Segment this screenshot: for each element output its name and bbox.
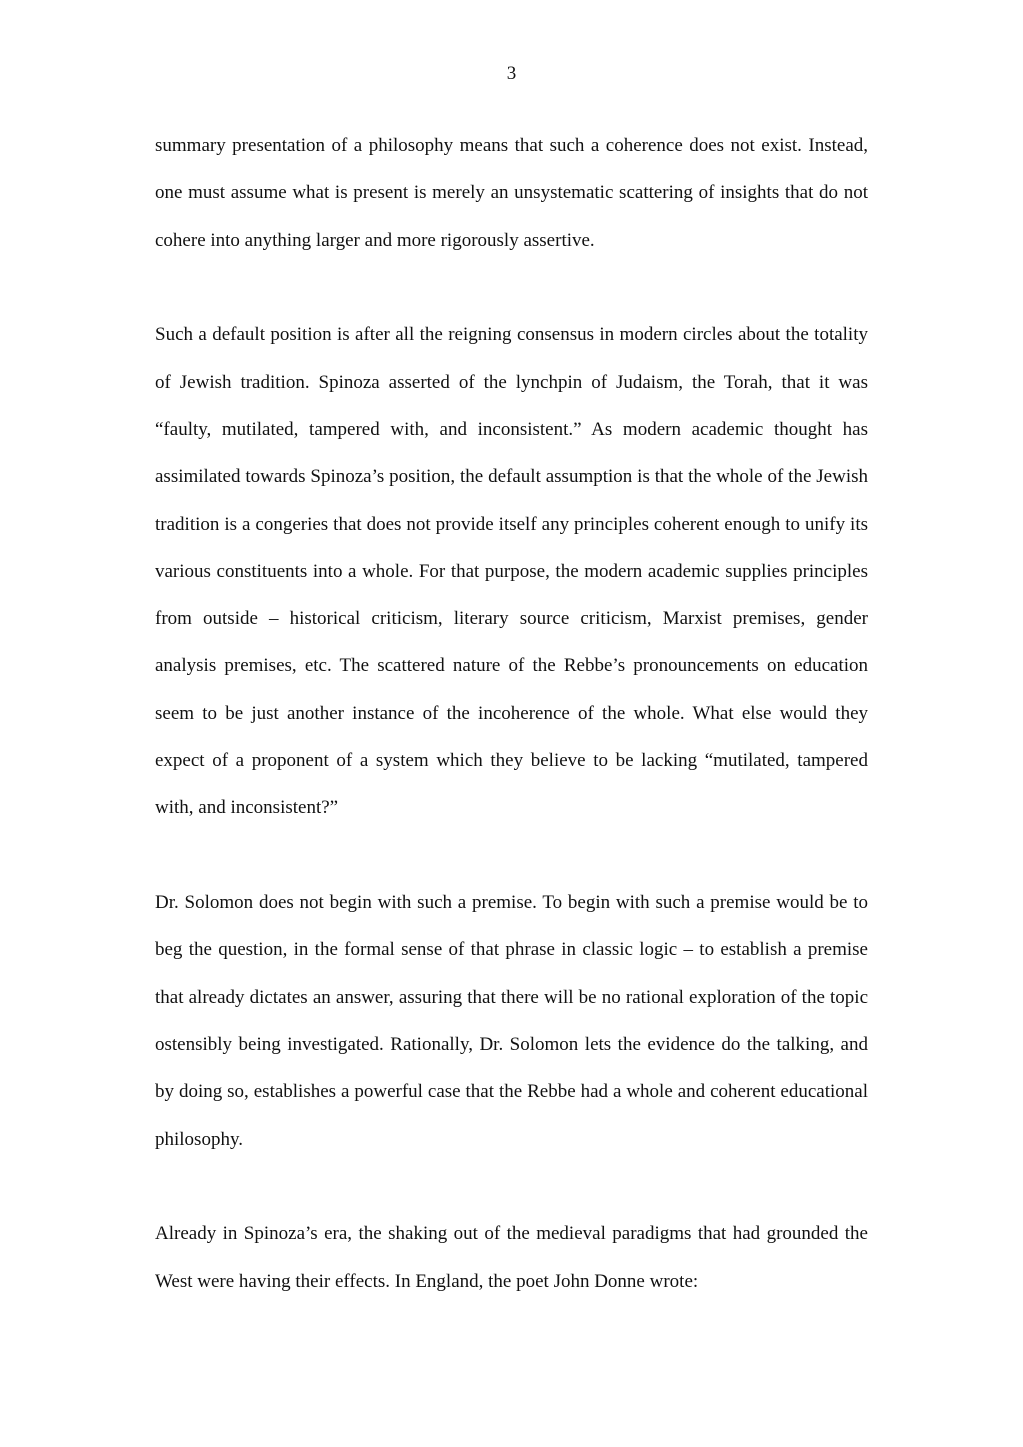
paragraph-2: Such a default position is after all the reigning consensus in modern circles about the totality of Jewish tradition. Spinoza asserted of the lynchpin of Judaism, the Torah, that it was “faulty, mutilated, tampered with, and inconsistent.” As modern academic thought has assimilated towards Spinoza’s position, the default assumption is that the whole of the Jewish tradition is a congeries that does not provide itself any principles coherent enough to unify its various constituents into a whole. For that purpose, the modern academic supplies principles from outside – historical criticism, literary source criticism, Marxist premises, gender analysis premises, etc. The scattered nature of the Rebbe’s pronouncements on education seem to be just another instance of the incoherence of the whole. What else would they expect of a proponent of a system which they believe to be lacking “mutilated, tampered with, and inconsistent?” bbox=[155, 324, 868, 819]
page-number: 3 bbox=[506, 63, 517, 84]
paragraph-4: Already in Spinoza’s era, the shaking out of the medieval paradigms that had grounded the West were having their effects. In England, the poet John Donne wrote: bbox=[155, 1223, 868, 1292]
paragraph-1: summary presentation of a philosophy means that such a coherence does not exist. Instead, one must assume what is present is merely an unsystematic scattering of insights that do not cohere into anything larger and more rigorously assertive. bbox=[155, 135, 868, 251]
paragraph-3: Dr. Solomon does not begin with such a premise. To begin with such a premise would be to beg the question, in the formal sense of that phrase in classic logic – to establish a premise that already dictates an answer, assuring that there will be no rational exploration of the topic ostensibly being investigated. Rationally, Dr. Solomon lets the evidence do the talking, and by doing so, establishes a powerful case that the Rebbe had a whole and coherent educational philosophy. bbox=[155, 892, 868, 1150]
body-text bbox=[155, 122, 868, 1353]
